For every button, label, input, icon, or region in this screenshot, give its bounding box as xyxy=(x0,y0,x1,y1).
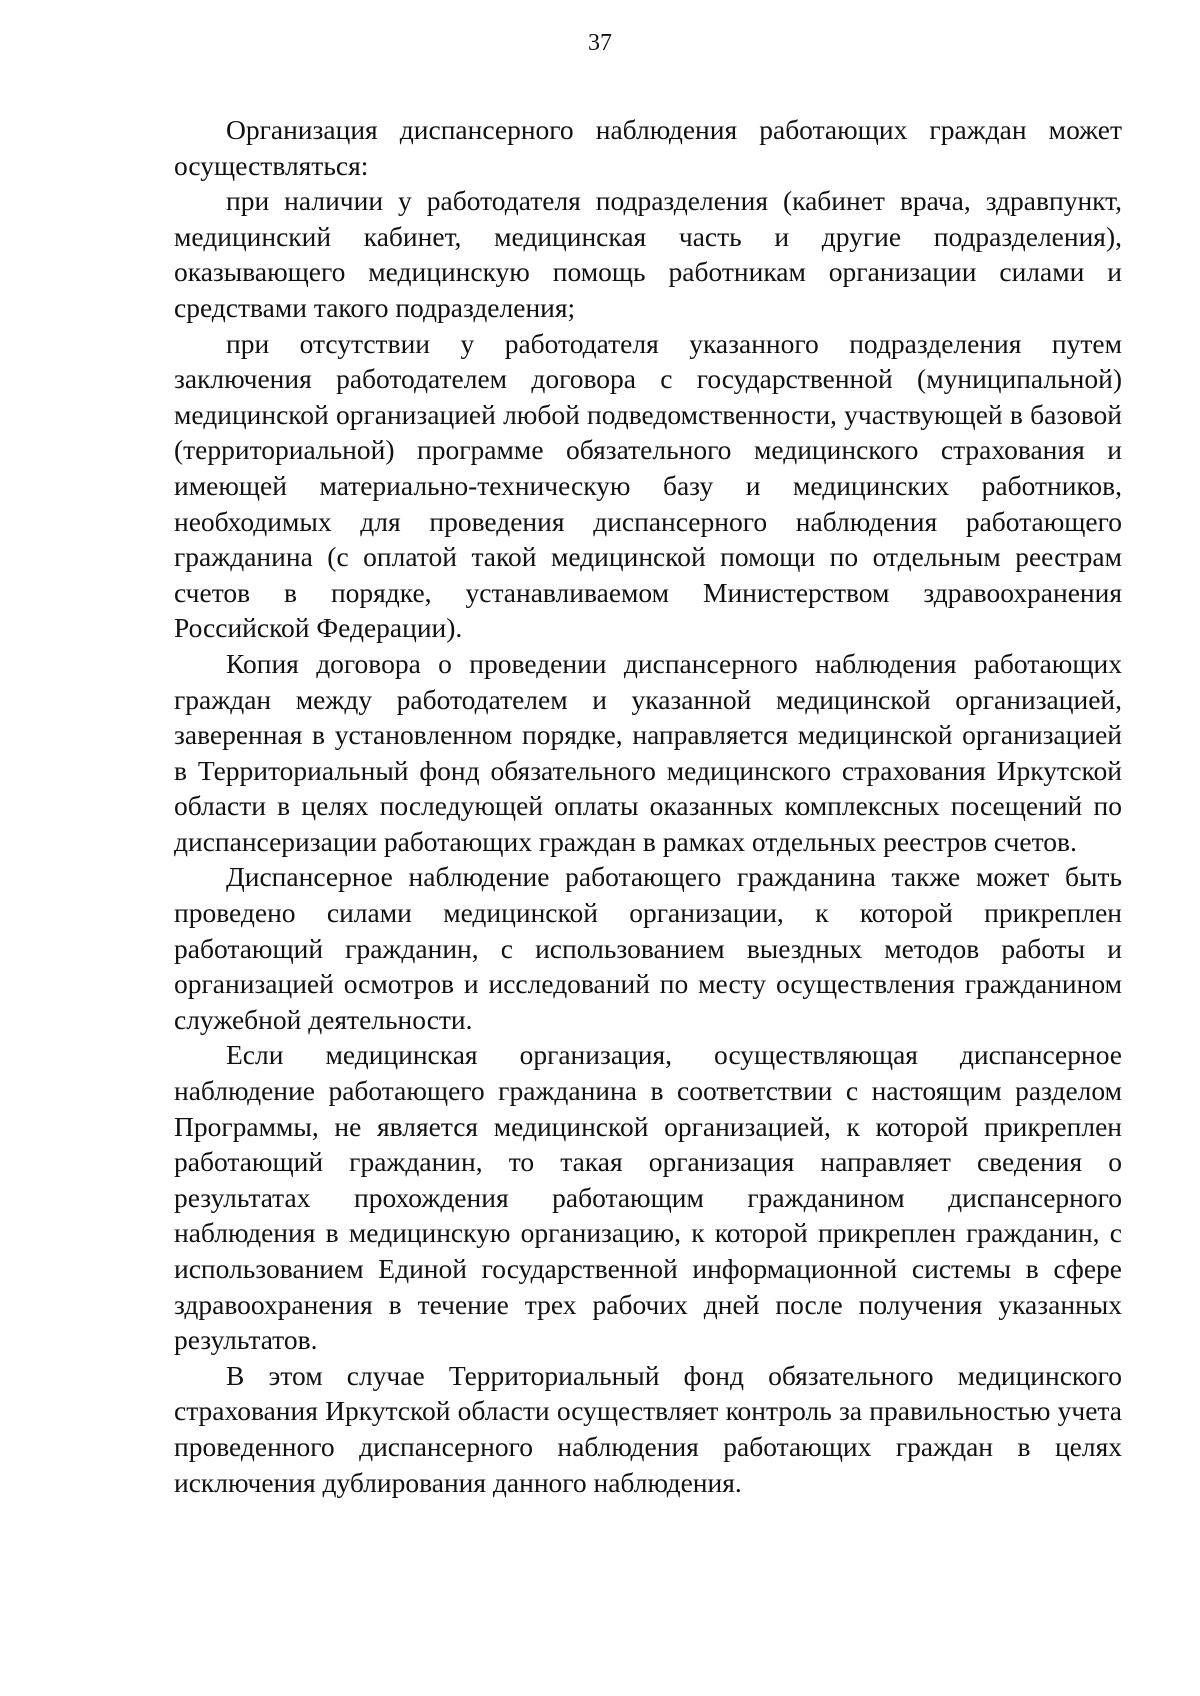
paragraph-employer-contract: при отсутствии у работодателя указанного подразделения путем заключения работодателем договора с государственной (муниципальной) медицинской организацией любой подведомственности, участвующей в базовой (территориальной) программе обязательного медицинского страхования и имеющей материально-техническую базу и медицинских работников, необходимых для проведения диспансерного наблюдения работающего гражданина (с оплатой такой медицинской помощи по отдельным реестрам счетов в порядке, устанавливаемом Министерством здравоохранения Российской Федерации). xyxy=(174,327,1122,644)
paragraph-contract-copy: Копия договора о проведении диспансерного наблюдения работающих граждан между работодателем и указанной медицинской организацией, заверенная в установленном порядке, направляется медицинской организацией в Территориальный фонд обязательного медицинского страхования Иркутской области в целях последующей оплаты оказанных комплексных посещений по диспансеризации работающих граждан в рамках отдельных реестров счетов. xyxy=(174,647,1122,857)
document-body xyxy=(174,112,1122,1500)
page-number: 37 xyxy=(588,30,612,56)
paragraph-employer-unit: при наличии у работодателя подразделения (кабинет врача, здравпункт, медицинский кабинет, медицинская часть и другие подразделения), оказывающего медицинскую помощь работникам организации силами и средствами такого подразделения; xyxy=(174,185,1122,323)
paragraph-organization-intro: Организация диспансерного наблюдения работающих граждан может осуществляться: xyxy=(174,114,1122,181)
paragraph-fund-control: В этом случае Территориальный фонд обязательного медицинского страхования Иркутской области осуществляет контроль за правильностью учета проведенного диспансерного наблюдения работающих граждан в целях исключения дублирования данного наблюдения. xyxy=(174,1359,1122,1498)
paragraph-results-transfer: Если медицинская организация, осуществляющая диспансерное наблюдение работающего гражданина в соответствии с настоящим разделом Программы, не является медицинской организацией, к которой прикреплен работающий гражданин, то такая организация направляет сведения о результатах прохождения работающим гражданином диспансерного наблюдения в медицинскую организацию, к которой прикреплен гражданин, с использованием Единой государственной информационной системы в сфере здравоохранения в течение трех рабочих дней после получения указанных результатов. xyxy=(174,1039,1122,1356)
paragraph-attached-organization: Диспансерное наблюдение работающего гражданина также может быть проведено силами медицинской организации, к которой прикреплен работающий гражданин, с использованием выездных методов работы и организацией осмотров и исследований по месту осуществления гражданином служебной деятельности. xyxy=(174,861,1122,1035)
